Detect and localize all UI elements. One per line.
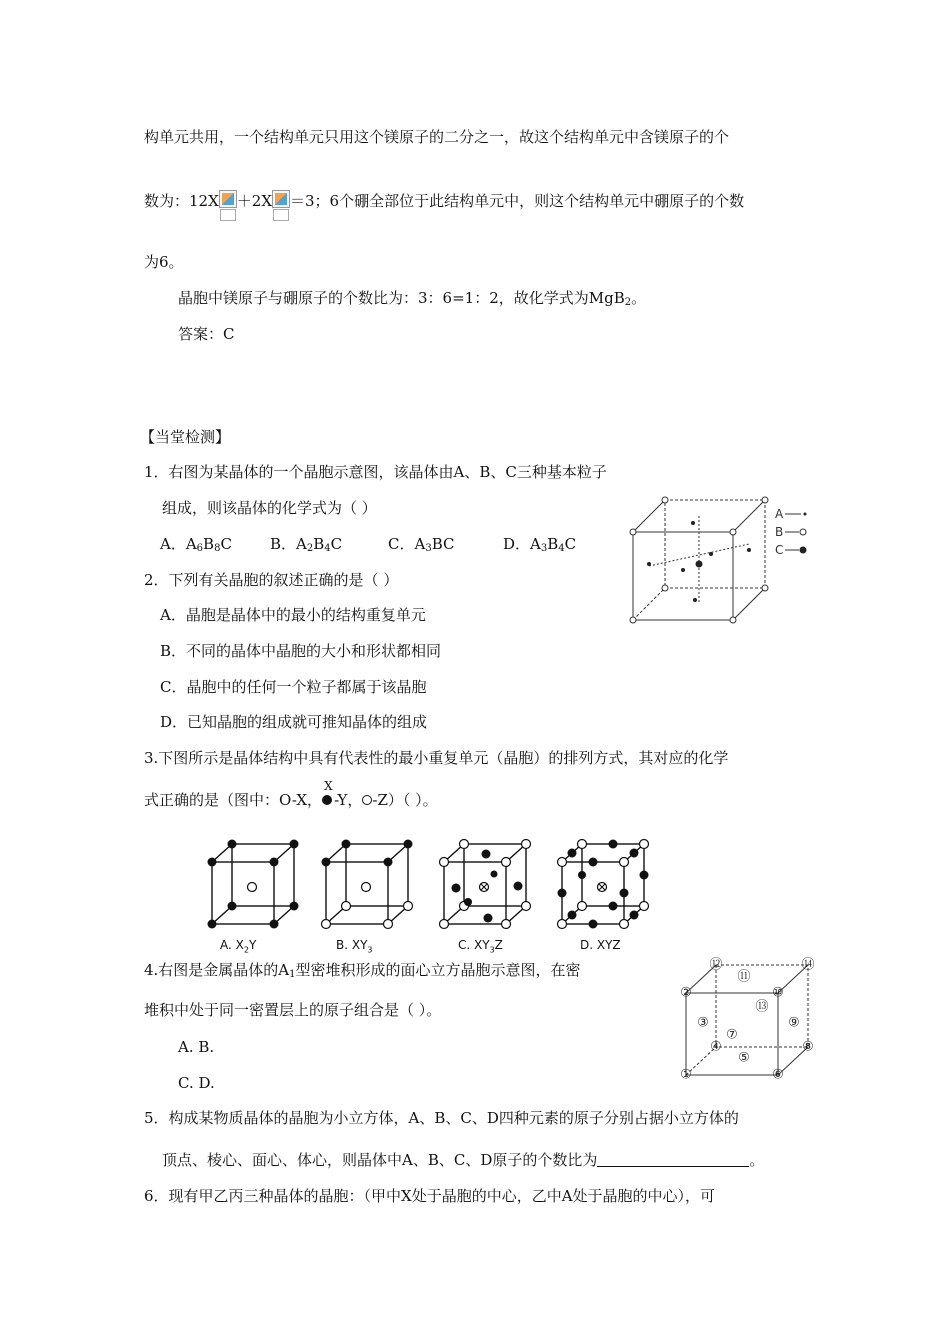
q6-line-1: 6．现有甲乙丙三种晶体的晶胞：（甲中X处于晶胞的中心，乙中A处于晶胞的中心），可 xyxy=(144,1187,716,1205)
atom-12: ⑫ xyxy=(709,957,723,973)
q5-line-1: 5．构成某物质晶体的晶胞为小立方体，A、B、C、D四种元素的原子分别占据小立方体的 xyxy=(144,1109,739,1127)
q2-option-b[interactable]: B．不同的晶体中晶胞的大小和形状都相同 xyxy=(160,642,442,660)
atom-2: ② xyxy=(680,985,692,1001)
q1-option-c[interactable]: C．$A_3BC$ xyxy=(388,535,455,554)
q4-fcc-cell-figure xyxy=(676,955,824,1085)
broken-image-icon xyxy=(272,190,290,208)
atom-1: ① xyxy=(680,1067,692,1083)
atom-11: ⑪ xyxy=(737,969,751,985)
q1-stem-1: 1．右图为某晶体的一个晶胞示意图，该晶体由A、B、C三种基本粒子 xyxy=(144,463,607,481)
legend-label-c: C xyxy=(775,543,784,557)
q4-stem-1: 4.右图是金属晶体的$A_1$型密堆积形成的面心立方晶胞示意图，在密 xyxy=(144,961,581,980)
intro-line-2: 数为：12X ＋2X ＝3；6个硼全部位于此结构单元中，则这个结构单元中硼原子的个数 xyxy=(144,192,745,210)
q1-stem-2: 组成，则该晶体的化学式为（ ） xyxy=(162,499,377,517)
q1-unit-cell-figure xyxy=(625,490,815,632)
intro-line-1: 构单元共用，一个结构单元只用这个镁原子的二分之一，故这个结构单元中含镁原子的个 xyxy=(144,128,730,146)
q5-line-2: 顶点、棱心、面心、体心，则晶体中A、B、C、D原子的个数比为 。 xyxy=(162,1151,765,1169)
q3-cell-a xyxy=(208,840,299,929)
q1-option-b[interactable]: B．$A_2B_4C$ xyxy=(270,535,343,554)
q3-stem-1: 3.下图所示是晶体结构中具有代表性的最小重复单元（晶胞）的排列方式，其对应的化学 xyxy=(144,749,729,767)
atom-10: ⑩ xyxy=(772,985,784,1001)
section-title: 【当堂检测】 xyxy=(140,428,231,446)
q3-caption-d: D. XYZ xyxy=(580,938,621,952)
q4-options-ab[interactable]: A. B. xyxy=(178,1038,215,1056)
q3-caption-b: B. $XY_3$ xyxy=(336,938,373,955)
q3-cell-b xyxy=(322,840,413,929)
q5-answer-blank[interactable] xyxy=(597,1150,749,1167)
atom-4: ④ xyxy=(710,1039,722,1055)
q3-unit-cells-figure xyxy=(200,832,670,932)
legend-label-a: A xyxy=(775,507,784,521)
q4-options-cd[interactable]: C. D. xyxy=(178,1074,215,1092)
q1-option-a[interactable]: A．$A_6B_8C$ xyxy=(160,535,232,554)
hollow-circle-icon xyxy=(362,795,372,805)
legend-label-b: B xyxy=(775,525,784,539)
q3-stem-2: 式正确的是（图中：O-X， X -Y， -Z）（ ）。 xyxy=(144,779,438,809)
atom-14: ⑭ xyxy=(801,957,815,973)
q3-caption-c: C. $XY_3Z$ xyxy=(458,938,503,955)
atom-8: ⑧ xyxy=(802,1039,814,1055)
q3-caption-a: A. $X_2Y$ xyxy=(220,938,257,955)
atom-6: ⑥ xyxy=(772,1067,784,1083)
q1-option-d[interactable]: D．$A_3B_4C$ xyxy=(503,535,577,554)
q3-cell-d xyxy=(558,840,649,929)
atom-9: ⑨ xyxy=(788,1015,800,1031)
atom-3: ③ xyxy=(697,1015,709,1031)
broken-image-icon xyxy=(219,190,237,208)
filled-circle-icon xyxy=(322,795,332,805)
intro-answer: 答案：C xyxy=(178,325,235,343)
atom-13: ⑬ xyxy=(755,999,769,1015)
q2-option-d[interactable]: D．已知晶胞的组成就可推知晶体的组成 xyxy=(160,713,428,731)
q2-option-a[interactable]: A．晶胞是晶体中的最小的结构重复单元 xyxy=(160,606,426,624)
atom-5: ⑤ xyxy=(738,1050,750,1066)
atom-7: ⑦ xyxy=(726,1027,738,1043)
q4-stem-2: 堆积中处于同一密置层上的原子组合是（ ）。 xyxy=(144,1001,442,1019)
intro-ratio: 晶胞中镁原子与硼原子的个数比为：3：6=1：2，故化学式为MgB$_2$。 xyxy=(178,289,647,308)
q2-option-c[interactable]: C．晶胞中的任何一个粒子都属于该晶胞 xyxy=(160,678,427,696)
q2-stem: 2．下列有关晶胞的叙述正确的是（ ） xyxy=(144,571,399,589)
q3-cell-c xyxy=(440,840,531,929)
intro-line-3: 为6。 xyxy=(144,253,184,271)
